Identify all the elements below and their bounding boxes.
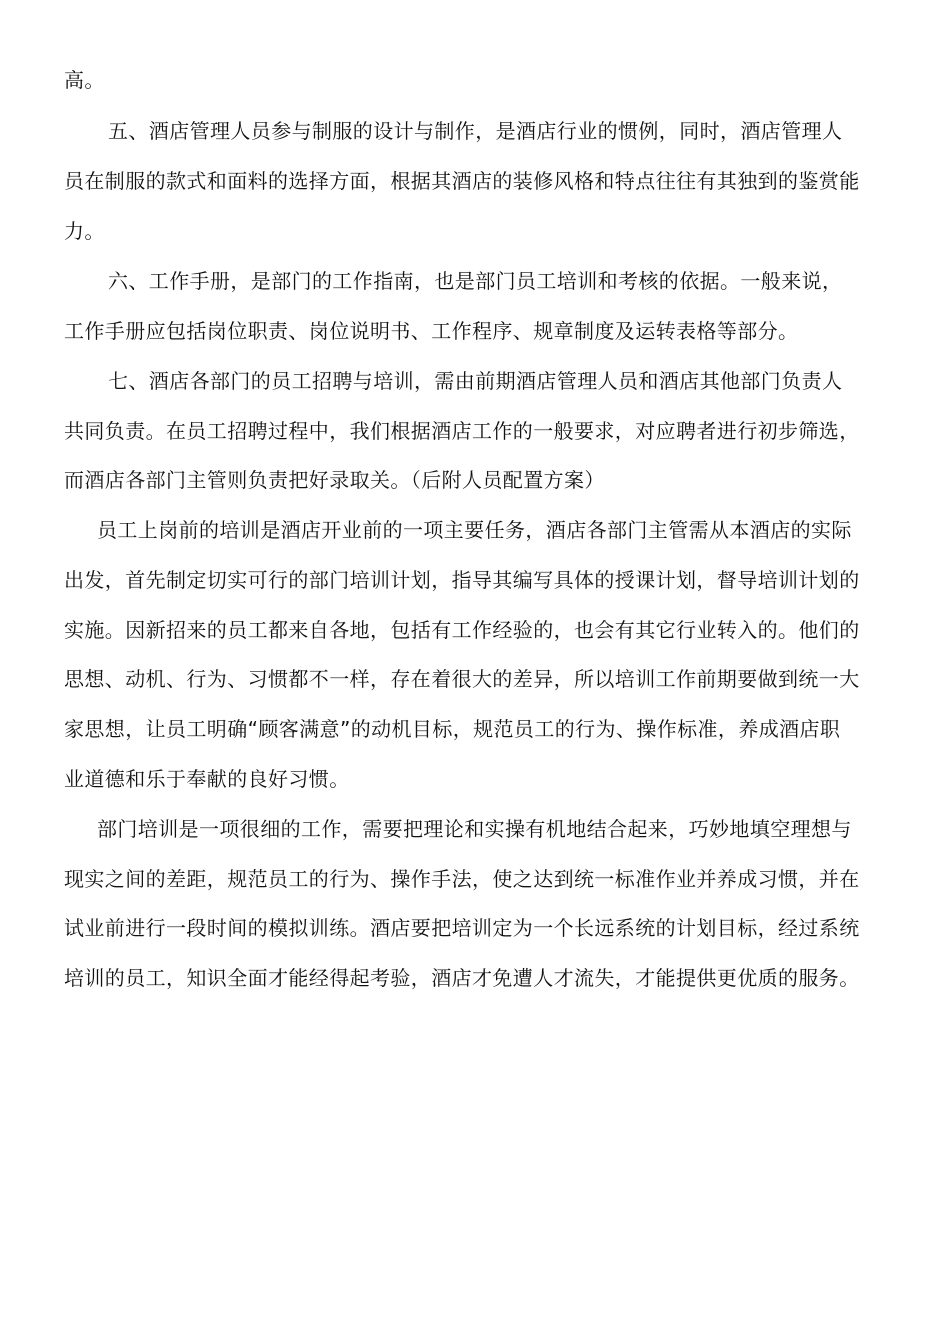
text-line: 出发，首先制定切实可行的部门培训计划，指导其编写具体的授课计划，督导培训计划的 xyxy=(64,568,860,592)
text-line: 业道德和乐于奉献的良好习惯。 xyxy=(64,767,350,791)
text-line: 七、酒店各部门的员工招聘与培训，需由前期酒店管理人员和酒店其他部门负责人 xyxy=(108,369,843,393)
text-line: 员工上岗前的培训是酒店开业前的一项主要任务，酒店各部门主管需从本酒店的实际 xyxy=(97,518,852,542)
text-line: 工作手册应包括岗位职责、岗位说明书、工作程序、规章制度及运转表格等部分。 xyxy=(64,319,799,343)
text-line: 培训的员工，知识全面才能经得起考验，酒店才免遭人才流失，才能提供更优质的服务。 xyxy=(64,966,860,990)
text-line: 家思想，让员工明确“顾客满意”的动机目标，规范员工的行为、操作标准，养成酒店职 xyxy=(64,717,841,741)
text-line: 试业前进行一段时间的模拟训练。酒店要把培训定为一个长远系统的计划目标，经过系统 xyxy=(64,916,860,940)
text-line: 现实之间的差距，规范员工的行为、操作手法，使之达到统一标准作业并养成习惯，并在 xyxy=(64,867,860,891)
text-line: 高。 xyxy=(64,68,105,92)
text-line: 部门培训是一项很细的工作，需要把理论和实操有机地结合起来，巧妙地填空理想与 xyxy=(97,817,852,841)
text-line: 五、酒店管理人员参与制服的设计与制作，是酒店行业的惯例，同时，酒店管理人 xyxy=(108,119,843,143)
text-line: 员在制服的款式和面料的选择方面，根据其酒店的装修风格和特点往往有其独到的鉴赏能 xyxy=(64,169,860,193)
text-line: 六、工作手册，是部门的工作指南，也是部门员工培训和考核的依据。一般来说， xyxy=(108,269,843,293)
text-line: 力。 xyxy=(64,219,105,243)
text-line: 共同负责。在员工招聘过程中，我们根据酒店工作的一般要求，对应聘者进行初步筛选， xyxy=(64,419,860,443)
text-line: 实施。因新招来的员工都来自各地，包括有工作经验的，也会有其它行业转入的。他们的 xyxy=(64,618,860,642)
text-line: 而酒店各部门主管则负责把好录取关。（后附人员配置方案） xyxy=(64,468,605,492)
text-line: 思想、动机、行为、习惯都不一样，存在着很大的差异，所以培训工作前期要做到统一大 xyxy=(64,667,860,691)
